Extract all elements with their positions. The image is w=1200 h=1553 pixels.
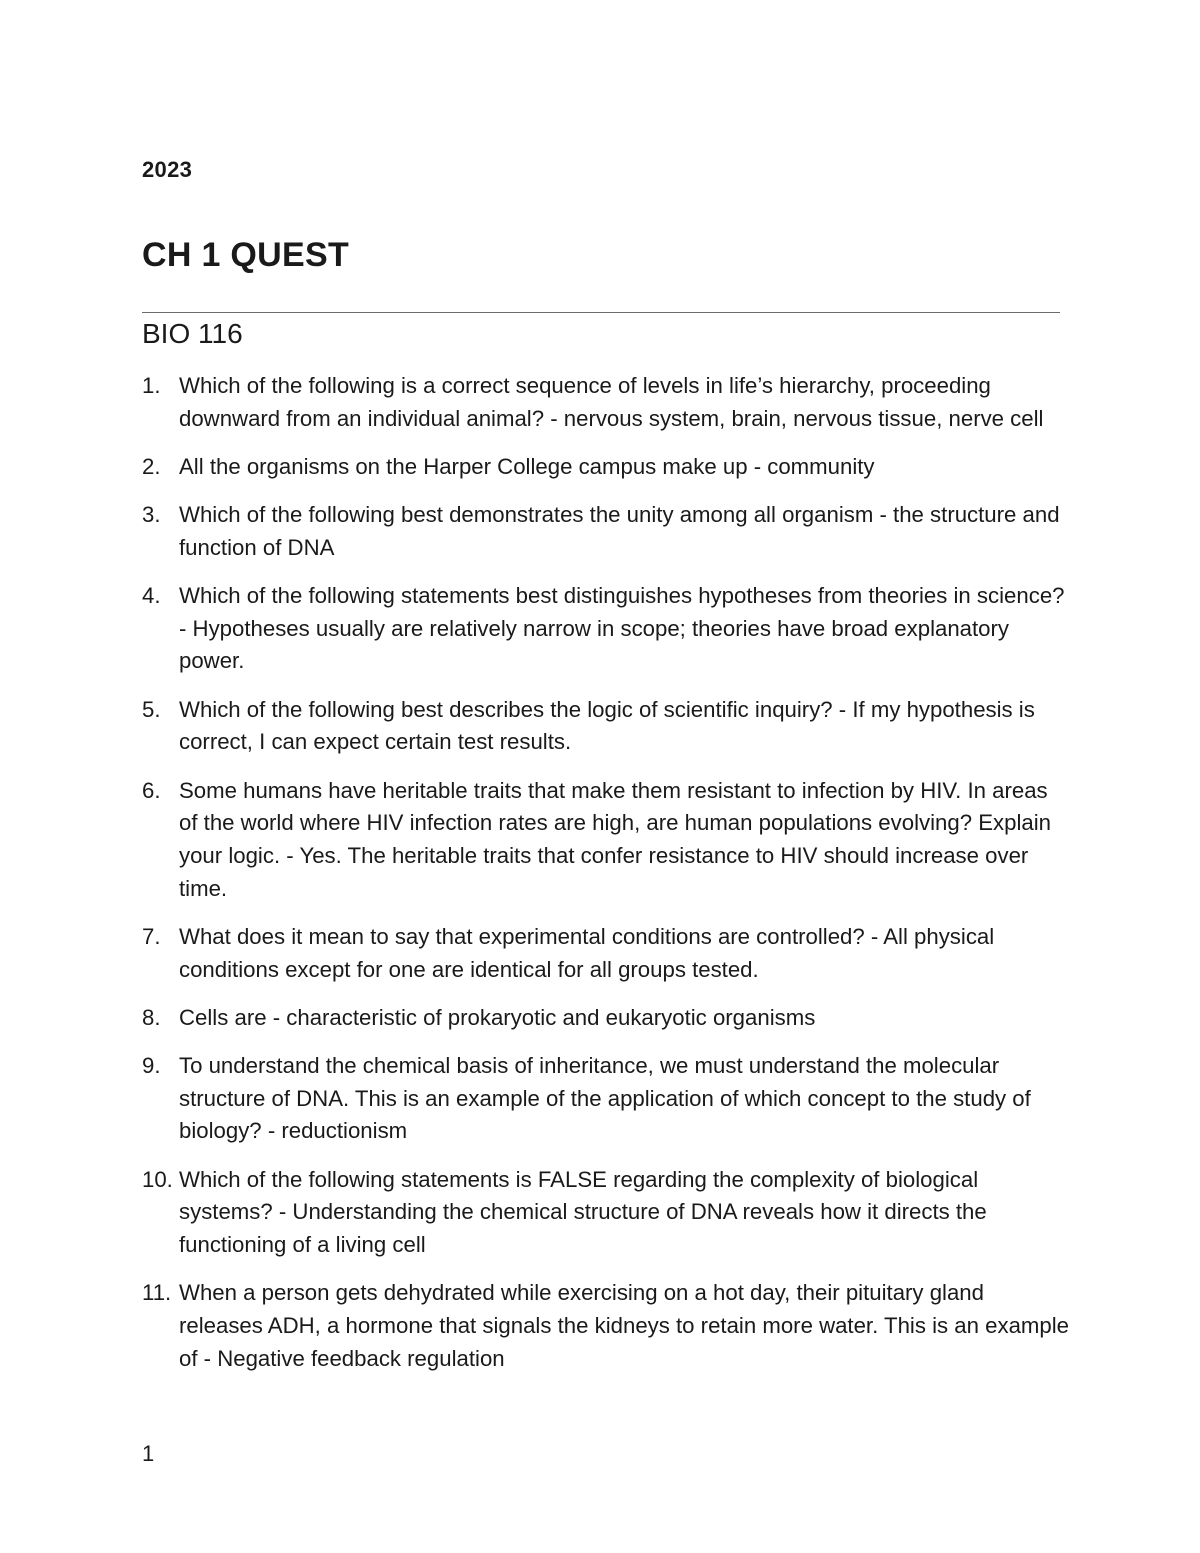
question-item bbox=[142, 1164, 1072, 1262]
question-list bbox=[142, 370, 1072, 1391]
document-title: CH 1 QUEST bbox=[142, 236, 350, 274]
question-text: When a person gets dehydrated while exercising on a hot day, their pituitary gland releases ADH, a hormone that signals the kidneys to retain more water. This is an example of - Negative feedback regulation bbox=[179, 1280, 1070, 1371]
question-item bbox=[142, 370, 1072, 435]
question-text: Which of the following best demonstrates the unity among all organism - the structure and function of DNA bbox=[179, 502, 1060, 560]
question-item bbox=[142, 1050, 1072, 1148]
question-number: 8. bbox=[142, 1004, 161, 1030]
question-item bbox=[142, 694, 1072, 759]
question-text: Cells are - characteristic of prokaryotic and eukaryotic organisms bbox=[179, 1004, 816, 1030]
question-number: 3. bbox=[142, 502, 161, 528]
question-number: 9. bbox=[142, 1052, 161, 1078]
question-number: 6. bbox=[142, 777, 161, 803]
question-number: 11. bbox=[142, 1280, 172, 1306]
question-text: Which of the following is a correct sequence of levels in life’s hierarchy, proceeding downward from an individual animal? - nervous system, brain, nervous tissue, nerve cell bbox=[179, 373, 1044, 431]
title-divider bbox=[142, 312, 1060, 313]
document-year: 2023 bbox=[142, 157, 193, 182]
question-text: All the organisms on the Harper College campus make up - community bbox=[179, 453, 875, 479]
question-text: Some humans have heritable traits that make them resistant to infection by HIV. In areas of the world where HIV infection rates are high, are human populations evolving? Explain your logic. - Yes. The heritable traits that confer resistance to HIV should increase over time. bbox=[179, 777, 1051, 901]
question-text: Which of the following statements best distinguishes hypotheses from theories in science? - Hypotheses usually are relatively narrow in scope; theories have broad explanatory power. bbox=[179, 583, 1065, 674]
question-number: 7. bbox=[142, 923, 161, 949]
question-item bbox=[142, 1277, 1072, 1375]
question-number: 4. bbox=[142, 583, 161, 609]
page-number: 1 bbox=[142, 1441, 155, 1466]
question-text: To understand the chemical basis of inheritance, we must understand the molecular structure of DNA. This is an example of the application of which concept to the study of biology? - reductionism bbox=[179, 1052, 1031, 1144]
question-item bbox=[142, 921, 1072, 986]
question-number: 2. bbox=[142, 453, 161, 479]
question-number: 5. bbox=[142, 696, 161, 722]
question-text: Which of the following best describes the logic of scientific inquiry? - If my hypothesis is correct, I can expect certain test results. bbox=[179, 696, 1035, 755]
question-item bbox=[142, 580, 1072, 678]
question-item bbox=[142, 451, 1072, 484]
question-text: Which of the following statements is FALSE regarding the complexity of biological systems? - Understanding the chemical structure of DNA reveals how it directs the functioning of a living cell bbox=[179, 1166, 987, 1257]
question-text: What does it mean to say that experimental conditions are controlled? - All physical conditions except for one are identical for all groups tested. bbox=[179, 923, 995, 982]
question-item bbox=[142, 775, 1072, 906]
question-item bbox=[142, 499, 1072, 564]
course-heading: BIO 116 bbox=[142, 318, 243, 349]
question-item bbox=[142, 1002, 1072, 1035]
question-number: 1. bbox=[142, 373, 161, 398]
question-number: 10. bbox=[142, 1166, 173, 1192]
